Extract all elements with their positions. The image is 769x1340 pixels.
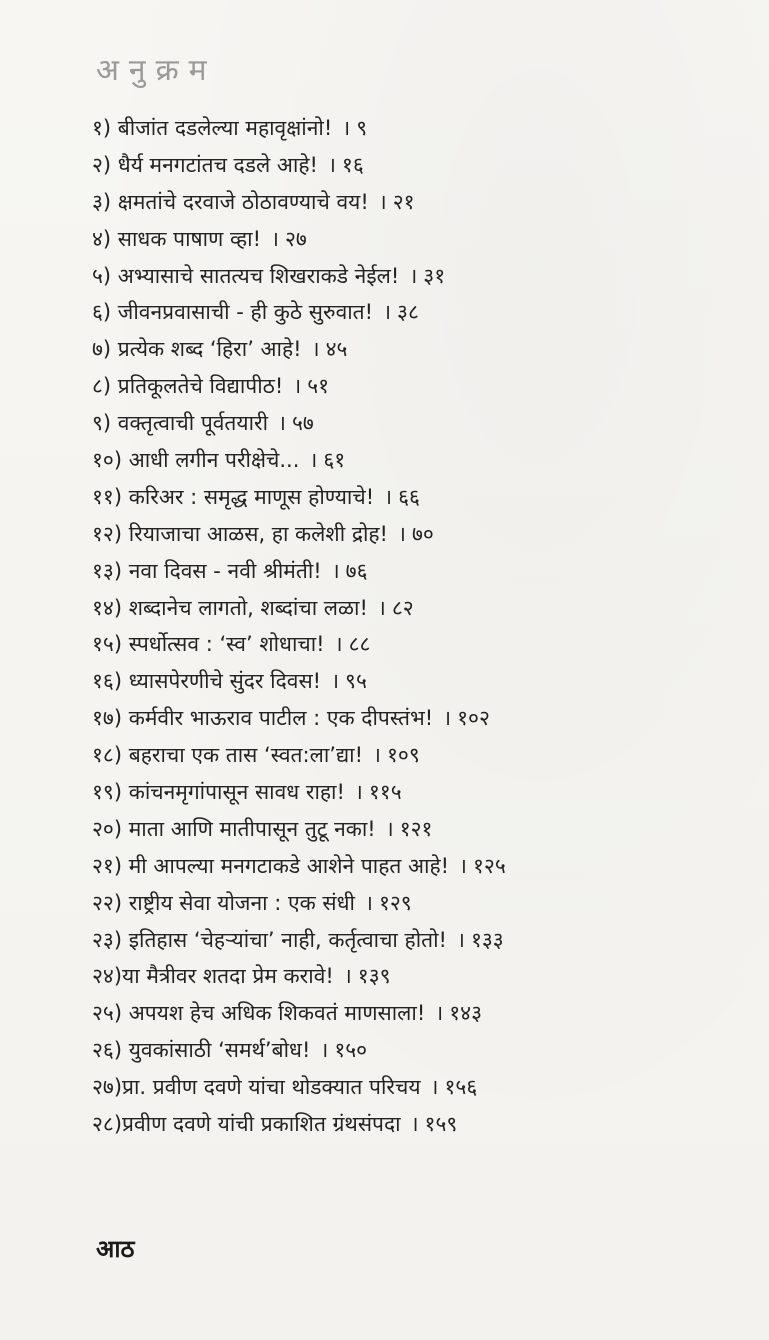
toc-entry-title: ५) अभ्यासाचे सातत्यच शिखराकडे नेईल! (92, 263, 400, 288)
toc-entry-page-number: १०२ (457, 706, 490, 731)
toc-entry (92, 590, 752, 627)
toc-separator: । (278, 411, 287, 436)
toc-separator: । (373, 743, 381, 768)
toc-separator: । (383, 300, 392, 325)
toc-entry-title: १६) ध्यासपेरणीचे सुंदर दिवस! (92, 669, 322, 694)
toc-entry (92, 811, 752, 848)
toc-separator: । (364, 890, 373, 915)
toc-separator: । (331, 558, 340, 583)
toc-separator: । (456, 927, 465, 952)
toc-entry (92, 995, 752, 1032)
toc-entry-page-number: ३८ (397, 300, 419, 325)
toc-entry-page-number: १२९ (378, 890, 412, 915)
toc-entry-page-number: ५१ (307, 374, 330, 399)
toc-entry-title: २२) राष्ट्रीय सेवा योजना : एक संधी (92, 890, 355, 915)
toc-entry (92, 368, 752, 405)
toc-entry (92, 700, 752, 737)
toc-entry-title: १२) रियाजाचा आळस, हा कलेशी द्रोह! (92, 521, 388, 546)
toc-entry-page-number: ९ (356, 116, 368, 140)
toc-entry (92, 442, 752, 479)
toc-entry-title: १५) स्पर्धोत्सव : ‘स्व’ शोधाचा! (92, 632, 325, 657)
toc-entry-page-number: ७६ (345, 558, 368, 583)
toc-separator: । (378, 189, 387, 214)
toc-entry-page-number: ४५ (325, 337, 348, 362)
toc-entry (92, 848, 752, 885)
toc-entry (92, 479, 752, 516)
toc-entry-title: ११) करिअर : समृद्ध माणूस होण्याचे! (92, 484, 375, 509)
toc-entry (92, 258, 752, 295)
contents-heading: अनुक्रम (96, 53, 217, 88)
toc-entry-page-number: १५० (334, 1038, 368, 1063)
toc-entry-page-number: १२१ (399, 816, 433, 841)
toc-separator: । (271, 226, 279, 251)
toc-entry (92, 147, 752, 184)
toc-entry (92, 331, 752, 368)
toc-entry-title: ३) क्षमतांचे दरवाजे ठोठावण्याचे वय! (92, 189, 369, 214)
toc-separator: । (342, 116, 351, 140)
toc-entry-title: २१) मी आपल्या मनगटाकडे आशेने पाहत आहे! (92, 853, 450, 878)
toc-separator: । (327, 152, 336, 177)
toc-entry-page-number: १५६ (444, 1075, 478, 1100)
toc-separator: । (377, 595, 386, 620)
toc-separator: । (397, 521, 406, 546)
toc-entry (92, 553, 752, 590)
toc-entry-page-number: १४३ (449, 1001, 482, 1026)
toc-entry (92, 405, 752, 442)
toc-separator: । (435, 1001, 444, 1026)
toc-separator: । (334, 632, 343, 657)
toc-entry-title: २३) इतिहास ‘चेहऱ्यांचा’ नाही, कर्तृत्वाचा होतो! (92, 927, 447, 952)
toc-entry-title: १८) बहराचा एक तास ‘स्वत:ला’द्या! (92, 743, 364, 768)
toc-separator: । (409, 263, 418, 288)
toc-separator: । (384, 484, 393, 509)
toc-entry-title: ८) प्रतिकूलतेचे विद्यापीठ! (92, 374, 284, 399)
toc-entry-title: ७) प्रत्येक शब्द ‘हिरा’ आहे! (92, 337, 302, 362)
toc-entry-title: ९) वक्तृत्वाची पूर्वतयारी (92, 411, 269, 436)
toc-entry (92, 626, 752, 663)
toc-entry (92, 922, 752, 959)
toc-separator: । (459, 853, 467, 878)
toc-separator: । (410, 1112, 419, 1137)
toc-entry-page-number: १३३ (470, 927, 504, 952)
toc-entry-page-number: २१ (392, 189, 415, 214)
toc-entry-title: ४) साधक पाषाण व्हा! (92, 226, 262, 251)
toc-entry-title: २) धैर्य मनगटांतच दडले आहे! (92, 152, 318, 177)
toc-entry (92, 516, 752, 553)
toc-entry-page-number: ८२ (391, 595, 414, 620)
toc-entry (92, 1032, 752, 1069)
toc-entry (92, 294, 752, 331)
toc-separator: । (309, 448, 318, 473)
toc-entry-title: ६) जीवनप्रवासाची - ही कुठे सुरुवात! (92, 300, 374, 325)
toc-entry-page-number: ११५ (368, 780, 402, 805)
toc-entry-title: २६) युवकांसाठी ‘समर्थ’बोध! (92, 1038, 311, 1063)
toc-entry-title: २०) माता आणि मातीपासून तुटू नका! (92, 816, 376, 841)
toc-entry-title: २४)या मैत्रीवर शतदा प्रेम करावे! (92, 964, 334, 989)
toc-entry-title: १९) कांचनमृगांपासून सावध राहा! (92, 780, 345, 805)
toc-entry-page-number: १५९ (424, 1112, 458, 1137)
toc-entry (92, 1106, 752, 1143)
toc-entry-title: २५) अपयश हेच अधिक शिकवतं माणसाला! (92, 1001, 426, 1026)
toc-entry-page-number: ९५ (345, 669, 367, 694)
toc-entry-title: १३) नवा दिवस - नवी श्रीमंती! (92, 558, 322, 583)
toc-entry (92, 663, 752, 700)
toc-entry-page-number: ५७ (292, 411, 314, 436)
toc-entry-page-number: ८८ (348, 632, 371, 657)
toc-entry-title: २७)प्रा. प्रवीण दवणे यांचा थोडक्यात परिचय (92, 1075, 421, 1100)
toc-entry-page-number: ६६ (398, 484, 420, 509)
toc-separator: । (331, 669, 340, 694)
toc-separator: । (443, 706, 452, 731)
toc-separator: । (385, 816, 394, 841)
toc-separator: । (293, 374, 302, 399)
toc-entry-page-number: ७० (411, 521, 434, 546)
toc-entry-page-number: १२५ (473, 853, 506, 878)
toc-entry-page-number: १६ (341, 152, 364, 177)
toc-entry-page-number: २७ (285, 226, 307, 251)
toc-entry-page-number: ६१ (323, 448, 346, 473)
table-of-contents (92, 110, 752, 1143)
toc-entry (92, 737, 752, 774)
toc-separator: । (354, 780, 363, 805)
toc-entry-page-number: ३१ (423, 263, 446, 288)
toc-separator: । (320, 1038, 329, 1063)
toc-entry (92, 221, 752, 258)
toc-entry (92, 184, 752, 221)
toc-entry (92, 1069, 752, 1106)
toc-separator: । (430, 1075, 439, 1100)
toc-separator: । (311, 337, 320, 362)
toc-entry-title: १) बीजांत दडलेल्या महावृक्षांनो! (92, 116, 333, 140)
toc-entry (92, 958, 752, 995)
toc-entry (92, 774, 752, 811)
toc-entry-page-number: १०९ (387, 743, 420, 768)
toc-entry (92, 885, 752, 922)
toc-entry-title: २८)प्रवीण दवणे यांची प्रकाशित ग्रंथसंपदा (92, 1112, 401, 1137)
toc-entry-title: १०) आधी लगीन परीक्षेचे... (92, 448, 300, 473)
toc-entry-title: १४) शब्दानेच लागतो, शब्दांचा लळा! (92, 595, 368, 620)
page-number-label: आठ (96, 1235, 135, 1263)
toc-entry-title: १७) कर्मवीर भाऊराव पाटील : एक दीपस्तंभ! (92, 706, 434, 731)
toc-entry (92, 110, 752, 147)
toc-entry-page-number: १३९ (357, 964, 391, 989)
toc-separator: । (343, 964, 352, 989)
